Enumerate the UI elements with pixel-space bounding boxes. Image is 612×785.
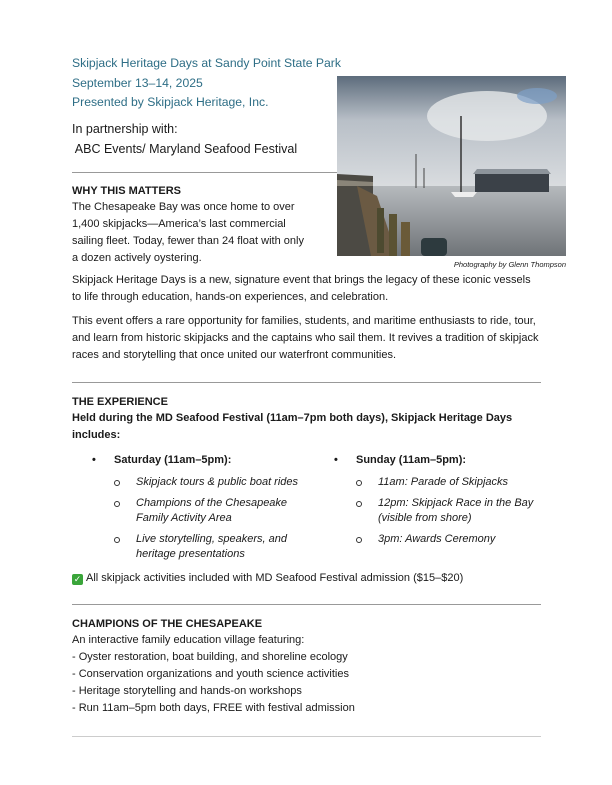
check-mark-icon: ✓ <box>73 574 82 584</box>
list-item: Live storytelling, speakers, and heritage presentations <box>92 532 312 562</box>
list-item: Skipjack tours & public boat rides <box>92 475 312 490</box>
list-item: 11am: Parade of Skipjacks <box>334 475 554 490</box>
experience-intro: Held during the MD Seafood Festival (11am–7pm both days), Skipjack Heritage Days includes: <box>72 412 513 441</box>
skipjack-harbor-photo <box>337 76 566 256</box>
list-item: - Conservation organizations and youth science activities <box>72 668 349 680</box>
text-line: 1,400 skipjacks—America’s last commercial <box>72 218 286 230</box>
saturday-label: • Saturday (11am–5pm): <box>92 452 312 469</box>
list-item: - Oyster restoration, boat building, and shoreline ecology <box>72 651 348 663</box>
champions-intro: An interactive family education village featuring: <box>72 634 305 646</box>
presenter: Presented by Skipjack Heritage, Inc. <box>72 95 269 109</box>
saturday-schedule <box>92 452 312 562</box>
text-line: The Chesapeake Bay was once home to over <box>72 201 295 213</box>
why-paragraph-2: Skipjack Heritage Days is a new, signature event that brings the legacy of these iconic vessels to life through education, hands-on experiences, and celebration. <box>72 274 531 303</box>
list-item: - Run 11am–5pm both days, FREE with festival admission <box>72 702 355 714</box>
divider <box>72 736 541 737</box>
admission-note <box>72 570 463 587</box>
why-paragraph-3: This event offers a rare opportunity for families, students, and maritime enthusiasts to ride, tour, and learn from historic skipjacks and the captains who sail them. It revives a tradition of skipjack races and storytelling that once united our waterfront communities. <box>72 315 539 361</box>
why-intro <box>72 199 334 267</box>
divider <box>72 172 337 173</box>
why-heading: WHY THIS MATTERS <box>72 185 181 197</box>
sunday-label: • Sunday (11am–5pm): <box>334 452 554 469</box>
partners: ABC Events/ Maryland Seafood Festival <box>72 142 298 156</box>
experience-heading: THE EXPERIENCE <box>72 396 168 408</box>
text-line: a dozen actively oystering. <box>72 252 202 264</box>
sunday-schedule <box>334 452 554 547</box>
champions-list <box>72 632 355 717</box>
list-item: 12pm: Skipjack Race in the Bay (visible from shore) <box>334 496 554 526</box>
divider <box>72 382 541 383</box>
list-item: - Heritage storytelling and hands-on workshops <box>72 685 302 697</box>
event-dates: September 13–14, 2025 <box>72 76 203 90</box>
admission-text: All skipjack activities included with MD Seafood Festival admission ($15–$20) <box>86 572 464 584</box>
partnership-label: In partnership with: <box>72 122 178 136</box>
list-item: Champions of the Chesapeake Family Activity Area <box>92 496 312 526</box>
champions-heading: CHAMPIONS OF THE CHESAPEAKE <box>72 618 263 630</box>
text-line: sailing fleet. Today, fewer than 24 float with only <box>72 235 304 247</box>
divider <box>72 604 541 605</box>
event-title: Skipjack Heritage Days at Sandy Point State Park <box>72 56 341 70</box>
list-item: 3pm: Awards Ceremony <box>334 532 554 547</box>
photo-caption: Photography by Glenn Thompson <box>453 260 566 269</box>
